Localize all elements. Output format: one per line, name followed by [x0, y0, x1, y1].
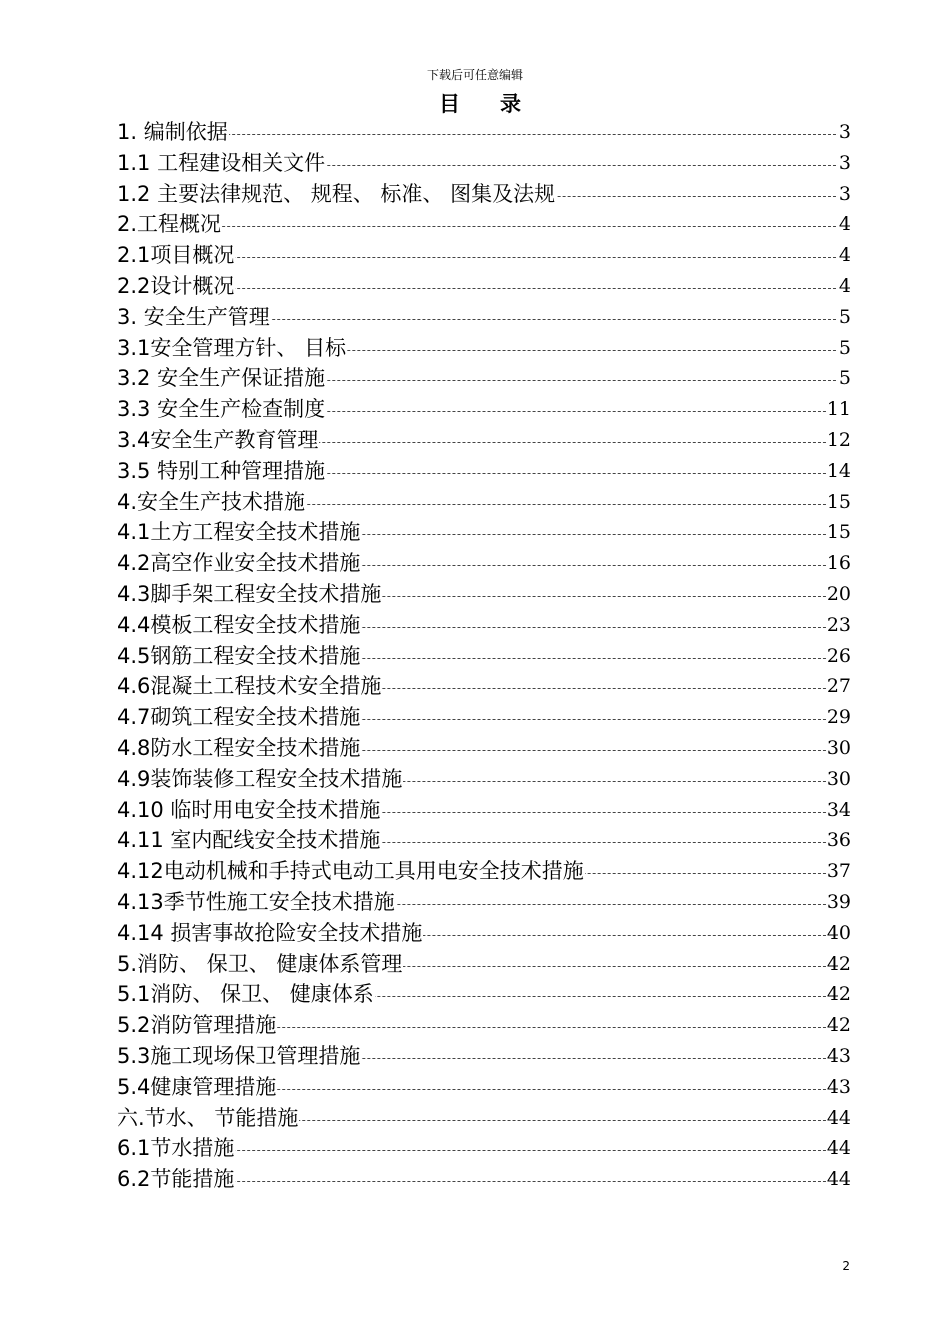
toc-entry-page: 4 — [838, 209, 851, 240]
toc-entry-label: 4.7砌筑工程安全技术措施 — [117, 702, 361, 733]
toc-entry-page: 4 — [838, 240, 851, 271]
toc-entry[interactable] — [117, 333, 851, 364]
toc-entry[interactable] — [117, 825, 851, 856]
toc-entry-page: 43 — [826, 1072, 851, 1103]
toc-entry[interactable] — [117, 425, 851, 456]
dot-leader — [117, 226, 851, 227]
toc-entry-label: 4.9装饰装修工程安全技术措施 — [117, 764, 403, 795]
toc-entry[interactable] — [117, 733, 851, 764]
toc-entry-label: 3.2 安全生产保证措施 — [117, 363, 326, 394]
toc-entry[interactable] — [117, 487, 851, 518]
toc-entry[interactable] — [117, 1103, 851, 1134]
toc-entry-label: 2.2设计概况 — [117, 271, 235, 302]
toc-entry-page: 36 — [826, 825, 851, 856]
toc-entry[interactable] — [117, 671, 851, 702]
toc-entry-label: 4.10 临时用电安全技术措施 — [117, 795, 381, 826]
toc-entry-label: 5.消防、 保卫、 健康体系管理 — [117, 949, 403, 980]
toc-entry[interactable] — [117, 456, 851, 487]
toc-entry[interactable] — [117, 887, 851, 918]
toc-entry[interactable] — [117, 209, 851, 240]
toc-entry[interactable] — [117, 1164, 851, 1195]
toc-entry-label: 4.3脚手架工程安全技术措施 — [117, 579, 382, 610]
toc-entry-page: 23 — [826, 610, 851, 641]
toc-entry-page: 16 — [826, 548, 851, 579]
toc-entry-label: 4.11 室内配线安全技术措施 — [117, 825, 381, 856]
toc-entry-label: 4.8防水工程安全技术措施 — [117, 733, 361, 764]
toc-entry-label: 4.2高空作业安全技术措施 — [117, 548, 361, 579]
header-note: 下载后可任意编辑 — [426, 68, 523, 82]
toc-entry[interactable] — [117, 795, 851, 826]
toc-entry-label: 4.14 损害事故抢险安全技术措施 — [117, 918, 423, 949]
toc-entry[interactable] — [117, 1041, 851, 1072]
table-of-contents — [117, 117, 851, 1195]
toc-entry-page: 26 — [826, 641, 851, 672]
toc-entry-label: 2.工程概况 — [117, 209, 222, 240]
toc-entry-page: 42 — [826, 979, 851, 1010]
toc-entry-label: 6.2节能措施 — [117, 1164, 235, 1195]
toc-entry-page: 4 — [838, 271, 851, 302]
toc-entry[interactable] — [117, 302, 851, 333]
toc-entry[interactable] — [117, 548, 851, 579]
toc-entry-page: 5 — [838, 302, 851, 333]
toc-entry[interactable] — [117, 764, 851, 795]
toc-entry[interactable] — [117, 179, 851, 210]
toc-entry-page: 43 — [826, 1041, 851, 1072]
toc-entry[interactable] — [117, 949, 851, 980]
toc-entry-label: 4.4模板工程安全技术措施 — [117, 610, 361, 641]
toc-entry[interactable] — [117, 979, 851, 1010]
toc-entry-label: 3.5 特别工种管理措施 — [117, 456, 326, 487]
toc-entry-label: 5.4健康管理措施 — [117, 1072, 277, 1103]
toc-entry-page: 44 — [826, 1164, 851, 1195]
toc-entry-label: 4.1土方工程安全技术措施 — [117, 517, 361, 548]
toc-entry[interactable] — [117, 1133, 851, 1164]
toc-entry-label: 3.3 安全生产检查制度 — [117, 394, 326, 425]
toc-entry[interactable] — [117, 363, 851, 394]
toc-entry-label: 3.1安全管理方针、 目标 — [117, 333, 347, 364]
toc-entry-page: 15 — [826, 517, 851, 548]
toc-entry-label: 6.1节水措施 — [117, 1133, 235, 1164]
toc-entry[interactable] — [117, 610, 851, 641]
toc-entry-label: 1. 编制依据 — [117, 117, 229, 148]
toc-entry[interactable] — [117, 1072, 851, 1103]
toc-title: 目录 — [439, 92, 561, 116]
toc-entry[interactable] — [117, 918, 851, 949]
toc-entry-page: 12 — [826, 425, 851, 456]
toc-entry-label: 4.6混凝土工程技术安全措施 — [117, 671, 382, 702]
toc-entry-label: 1.2 主要法律规范、 规程、 标准、 图集及法规 — [117, 179, 556, 210]
toc-entry-label: 5.3施工现场保卫管理措施 — [117, 1041, 361, 1072]
toc-entry-page: 5 — [838, 363, 851, 394]
toc-entry-label: 1.1 工程建设相关文件 — [117, 148, 326, 179]
toc-entry-page: 34 — [826, 795, 851, 826]
toc-entry-label: 2.1项目概况 — [117, 240, 235, 271]
toc-entry[interactable] — [117, 579, 851, 610]
toc-entry-page: 3 — [838, 117, 851, 148]
toc-entry-page: 30 — [826, 733, 851, 764]
toc-entry-page: 3 — [838, 148, 851, 179]
toc-entry-page: 3 — [838, 179, 851, 210]
toc-entry[interactable] — [117, 641, 851, 672]
toc-entry-label: 5.1消防、 保卫、 健康体系 — [117, 979, 375, 1010]
toc-entry[interactable] — [117, 1010, 851, 1041]
toc-entry-page: 42 — [826, 1010, 851, 1041]
toc-entry-page: 44 — [826, 1103, 851, 1134]
toc-entry[interactable] — [117, 517, 851, 548]
toc-entry-page: 40 — [826, 918, 851, 949]
page-number: 2 — [842, 1259, 850, 1273]
toc-entry-page: 11 — [826, 394, 851, 425]
toc-entry-page: 27 — [826, 671, 851, 702]
toc-entry-page: 39 — [826, 887, 851, 918]
toc-entry-label: 3.4安全生产教育管理 — [117, 425, 319, 456]
toc-entry-label: 3. 安全生产管理 — [117, 302, 271, 333]
toc-entry[interactable] — [117, 702, 851, 733]
toc-entry-page: 37 — [826, 856, 851, 887]
toc-entry-page: 30 — [826, 764, 851, 795]
toc-entry[interactable] — [117, 240, 851, 271]
toc-entry-page: 14 — [826, 456, 851, 487]
toc-entry[interactable] — [117, 117, 851, 148]
toc-entry-label: 4.5钢筋工程安全技术措施 — [117, 641, 361, 672]
toc-entry-page: 15 — [826, 487, 851, 518]
toc-entry-label: 4.13季节性施工安全技术措施 — [117, 887, 396, 918]
toc-entry-label: 六.节水、 节能措施 — [117, 1103, 299, 1134]
toc-entry-page: 20 — [826, 579, 851, 610]
toc-entry-label: 4.安全生产技术措施 — [117, 487, 306, 518]
toc-entry-label: 4.12电动机械和手持式电动工具用电安全技术措施 — [117, 856, 585, 887]
toc-entry-page: 42 — [826, 949, 851, 980]
toc-entry[interactable] — [117, 394, 851, 425]
toc-entry[interactable] — [117, 148, 851, 179]
toc-entry[interactable] — [117, 271, 851, 302]
toc-entry-page: 44 — [826, 1133, 851, 1164]
toc-entry-label: 5.2消防管理措施 — [117, 1010, 277, 1041]
toc-entry-page: 5 — [838, 333, 851, 364]
toc-entry-page: 29 — [826, 702, 851, 733]
toc-entry[interactable] — [117, 856, 851, 887]
